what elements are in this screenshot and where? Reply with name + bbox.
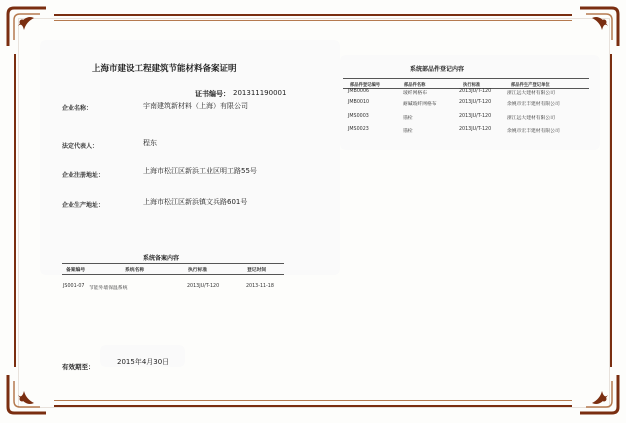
component-row-number: JMS0003	[348, 114, 369, 119]
border-bottom-inner	[54, 400, 572, 401]
system-table-top-rule	[62, 263, 284, 264]
left-panel	[40, 40, 340, 275]
component-row-standard: 2013JU/T-120	[459, 127, 492, 132]
company-name-value: 宇南建筑新材料（上海）有限公司	[143, 102, 248, 110]
system-row-number: JS001-07	[63, 284, 85, 289]
border-top	[54, 14, 572, 16]
system-row-standard: 2013JU/T-120	[187, 284, 220, 289]
corner-ornament-icon	[576, 371, 622, 417]
system-header-date: 登记时间	[247, 268, 267, 273]
document-title: 上海市建设工程建筑节能材料备案证明	[92, 64, 237, 74]
border-right	[610, 54, 612, 367]
system-header-name: 系统名称	[125, 268, 145, 273]
production-address-value: 上海市松江区新浜镇文兵路601号	[143, 198, 248, 206]
component-row-standard: 2013JU/T-120	[459, 100, 492, 105]
component-row-standard: 2013JU/T-120	[459, 114, 492, 119]
system-row-name: 节能外墙保温系统	[89, 286, 128, 291]
component-row-number: JMB0006	[348, 89, 370, 94]
system-section-title: 系统备案内容	[143, 255, 180, 262]
component-row-producer: 余姚市宏丰建材有限公司	[507, 129, 560, 134]
component-row-name: 玻纤网格布	[403, 91, 427, 96]
component-row-name: 锚栓	[403, 129, 413, 134]
border-left	[14, 54, 16, 367]
component-table-top-rule	[343, 78, 589, 79]
component-row-number: JMB0010	[348, 100, 370, 105]
certificate-number: 201311190001	[233, 89, 287, 97]
corner-ornament-icon	[576, 4, 622, 50]
system-table-header-rule	[62, 274, 284, 275]
component-row-name: 耐碱玻纤网格布	[403, 102, 437, 107]
border-top-inner	[54, 20, 572, 21]
component-header-number: 部品件登记编号	[350, 83, 381, 88]
validity-label: 有效期至：	[62, 363, 95, 371]
certificate-label: 证书编号：	[195, 90, 230, 98]
legal-rep-value: 程东	[143, 139, 157, 147]
corner-ornament-icon	[4, 371, 50, 417]
border-bottom	[54, 405, 572, 407]
registered-address-label: 企业注册地址：	[62, 172, 105, 179]
company-name-label: 企业名称：	[62, 105, 93, 112]
component-row-standard: 2013JU/T-120	[459, 89, 492, 94]
registered-address-value: 上海市松江区新浜工业区明工路55号	[143, 167, 257, 175]
system-header-number: 备案编号	[66, 268, 86, 273]
component-header-standard: 执行标准	[463, 83, 481, 88]
system-header-standard: 执行标准	[188, 268, 208, 273]
component-row-producer: 浙江远大建材有限公司	[507, 116, 555, 121]
validity-date: 2015年4月30日	[117, 358, 170, 366]
production-address-label: 企业生产地址：	[62, 202, 105, 209]
component-header-producer: 部品件生产登记单位	[511, 83, 550, 88]
component-row-number: JMS0023	[348, 127, 369, 132]
component-row-producer: 浙江远大建材有限公司	[507, 91, 555, 96]
legal-rep-label: 法定代表人：	[62, 143, 99, 150]
component-section-title: 系统部品件登记内容	[410, 66, 465, 73]
component-row-name: 锚栓	[403, 116, 413, 121]
component-header-name: 部品件名称	[404, 83, 426, 88]
system-row-date: 2013-11-18	[246, 284, 274, 289]
component-row-producer: 余姚市宏丰建材有限公司	[507, 102, 560, 107]
